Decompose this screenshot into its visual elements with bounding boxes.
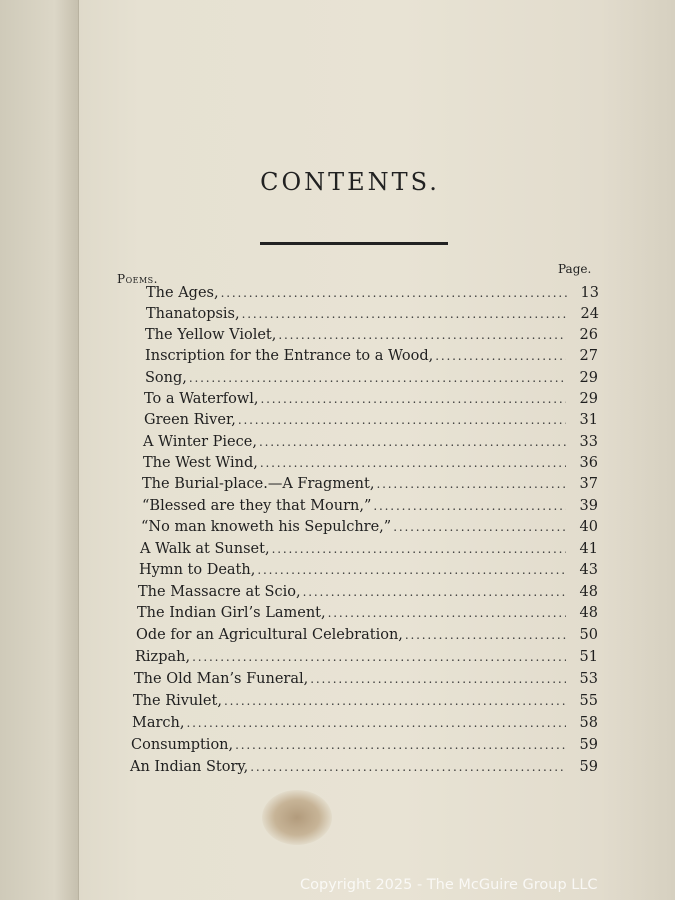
toc-entry-page: 51 (579, 649, 598, 665)
toc-entry (135, 649, 598, 669)
toc-entry-title: Ode for an Agricultural Celebration, (136, 627, 403, 643)
toc-entry-title: The West Wind, (143, 455, 258, 471)
paper-stain (262, 790, 332, 845)
toc-entry-page: 43 (579, 562, 598, 578)
toc-entry-title: The Ages, (146, 285, 219, 301)
copyright-watermark: Copyright 2025 - The McGuire Group LLC (300, 877, 598, 893)
toc-entry-title: Inscription for the Entrance to a Wood, (145, 348, 434, 364)
dot-leader (435, 349, 566, 363)
toc-entry-page: 41 (579, 541, 598, 557)
toc-entry-page: 59 (579, 737, 598, 753)
toc-entry (138, 584, 598, 604)
toc-entry-page: 13 (580, 285, 599, 301)
toc-entry-title: A Walk at Sunset, (140, 541, 270, 557)
toc-entry (144, 391, 598, 411)
toc-entry-title: The Old Man’s Funeral, (134, 671, 309, 687)
toc-entry-page: 29 (579, 391, 598, 407)
toc-entry (130, 759, 598, 779)
toc-entry-title: Hymn to Death, (139, 562, 256, 578)
dot-leader (278, 328, 566, 342)
dot-leader (393, 520, 566, 534)
toc-entry-page: 59 (579, 759, 598, 775)
dot-leader (224, 694, 566, 708)
dot-leader (310, 672, 566, 686)
toc-entry-page: 26 (579, 327, 598, 343)
toc-entry-title: Consumption, (131, 737, 234, 753)
toc-entry-title: Green River, (144, 412, 236, 428)
toc-entry-page: 29 (579, 370, 598, 386)
toc-entry (140, 541, 598, 561)
toc-entry-page: 58 (579, 715, 598, 731)
toc-entry-page: 27 (579, 348, 598, 364)
toc-entry-page: 48 (579, 584, 598, 600)
dot-leader (192, 650, 566, 664)
dot-leader (260, 456, 566, 470)
dot-leader (242, 307, 567, 321)
toc-entry-page: 53 (579, 671, 598, 687)
page-title: CONTENTS. (260, 168, 440, 196)
toc-entry-page: 36 (579, 455, 598, 471)
dot-leader (238, 413, 566, 427)
toc-entry-page: 33 (579, 434, 598, 450)
toc-entry-title: An Indian Story, (130, 759, 249, 775)
toc-entry-title: The Rivulet, (133, 693, 222, 709)
dot-leader (259, 435, 566, 449)
toc-entry (143, 434, 598, 454)
toc-entry-title: The Yellow Violet, (145, 327, 277, 343)
toc-entry (142, 498, 598, 518)
dot-leader (189, 371, 566, 385)
column-label-page: Page. (558, 262, 592, 276)
toc-entry-title: A Winter Piece, (143, 434, 257, 450)
toc-entry (143, 455, 598, 475)
toc-entry (131, 737, 598, 757)
toc-entry (142, 476, 598, 496)
toc-entry-page: 31 (579, 412, 598, 428)
toc-entry-title: March, (132, 715, 185, 731)
toc-entry (145, 348, 598, 368)
toc-entry (132, 715, 598, 735)
toc-entry (133, 693, 598, 713)
dot-leader (187, 716, 567, 730)
toc-entry-page: 37 (579, 476, 598, 492)
toc-entry-title: “No man knoweth his Sepulchre,” (141, 519, 392, 535)
dot-leader (303, 585, 566, 599)
title-rule (260, 242, 448, 245)
toc-entry (137, 605, 598, 625)
toc-entry-page: 24 (580, 306, 599, 322)
toc-entry-page: 55 (579, 693, 598, 709)
toc-entry (146, 306, 599, 326)
dot-leader (250, 760, 566, 774)
toc-entry (145, 370, 598, 390)
toc-entry (139, 562, 598, 582)
toc-entry (146, 285, 599, 305)
toc-entry-title: Rizpah, (135, 649, 191, 665)
dot-leader (405, 628, 566, 642)
toc-entry-page: 40 (579, 519, 598, 535)
dot-leader (272, 542, 566, 556)
dot-leader (221, 286, 567, 300)
toc-entry-title: The Massacre at Scio, (138, 584, 301, 600)
dot-leader (376, 477, 566, 491)
toc-entry-title: Song, (145, 370, 187, 386)
toc-entry-title: “Blessed are they that Mourn,” (142, 498, 372, 514)
toc-entry (136, 627, 598, 647)
toc-entry-title: The Indian Girl’s Lament, (137, 605, 326, 621)
toc-entry (145, 327, 598, 347)
dot-leader (373, 499, 566, 513)
section-label-poems: Poems. (117, 272, 158, 286)
toc-entry-title: The Burial-place.—A Fragment, (142, 476, 375, 492)
toc-entry (134, 671, 598, 691)
dot-leader (261, 392, 566, 406)
toc-entry-title: To a Waterfowl, (144, 391, 259, 407)
page-gutter (0, 0, 79, 900)
dot-leader (257, 563, 566, 577)
dot-leader (235, 738, 566, 752)
toc-entry (144, 412, 598, 432)
dot-leader (328, 606, 566, 620)
toc-entry (141, 519, 598, 539)
toc-entry-page: 48 (579, 605, 598, 621)
toc-entry-title: Thanatopsis, (146, 306, 240, 322)
toc-entry-page: 39 (579, 498, 598, 514)
toc-entry-page: 50 (579, 627, 598, 643)
